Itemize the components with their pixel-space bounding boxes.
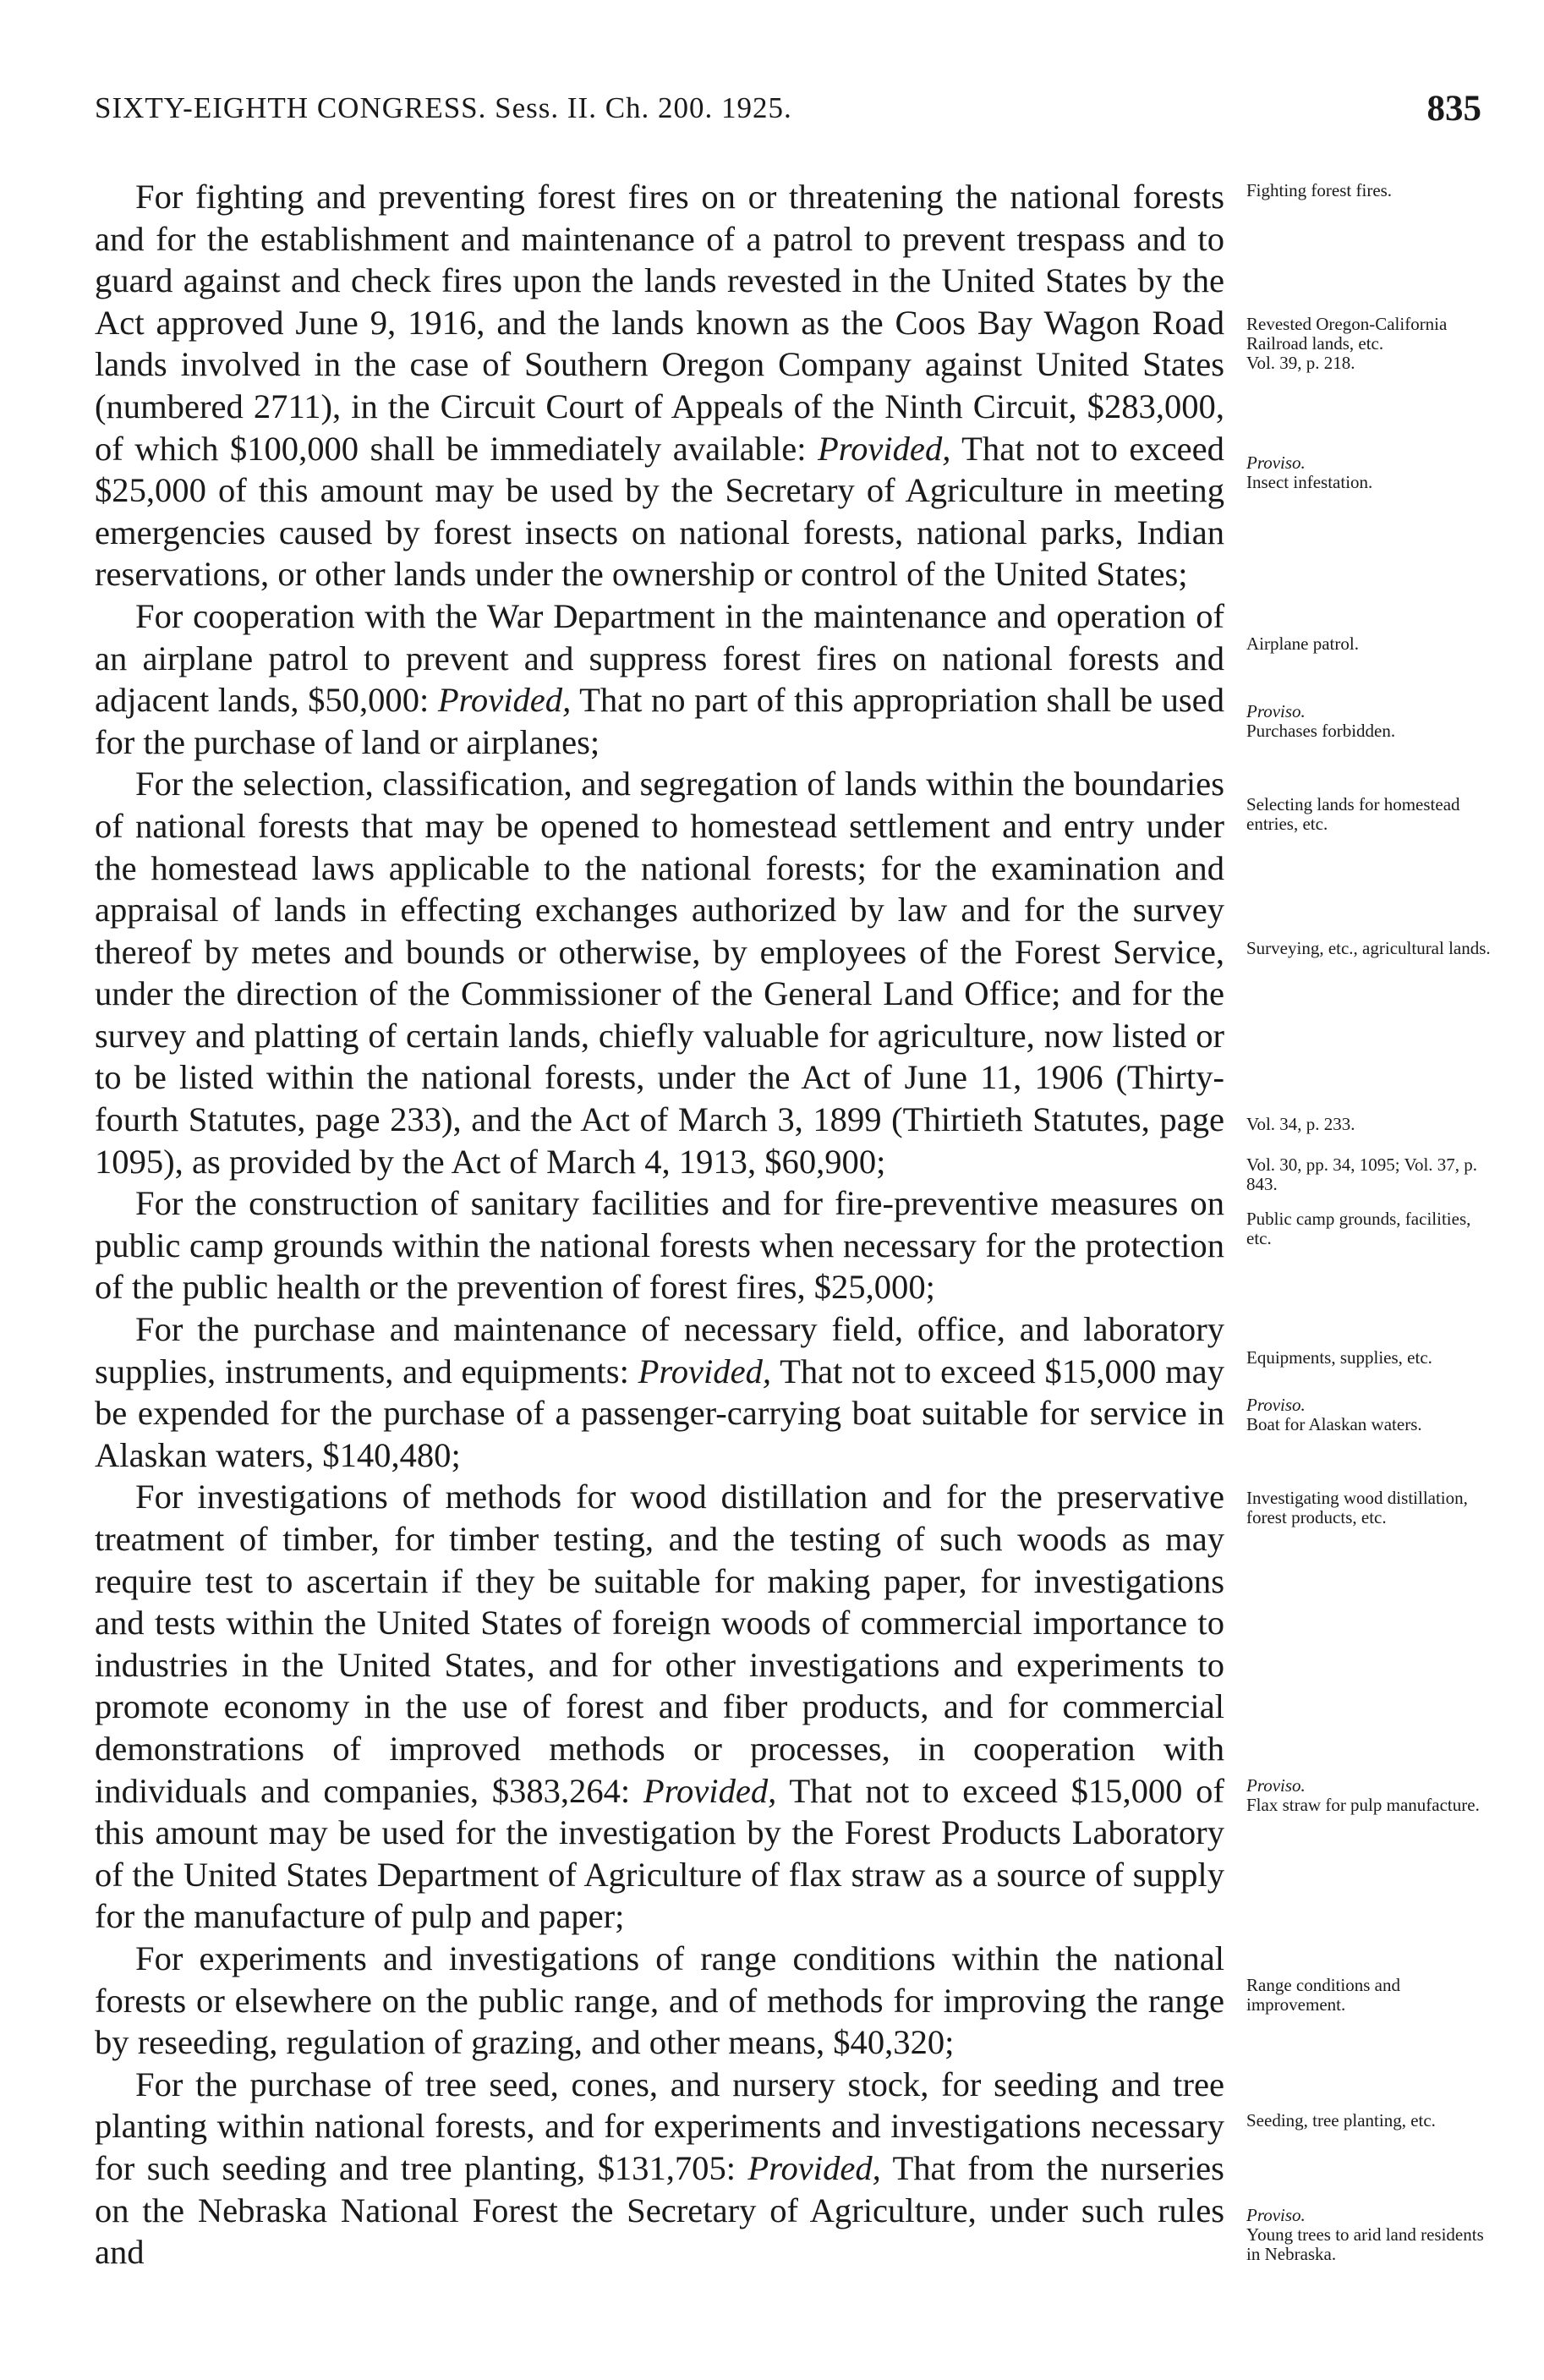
note-proviso: Proviso. <box>1246 2205 1306 2225</box>
note-proviso: Proviso. <box>1246 701 1306 721</box>
page-number: 835 <box>1426 89 1481 129</box>
note-label: Purchases forbidden. <box>1246 721 1396 741</box>
paragraph-airplane-patrol <box>95 595 1224 763</box>
margin-note-range <box>1246 1976 1492 2015</box>
paragraph-text: For experiments and investigations of range conditions within the national forests or elsewhere on the public range, and of methods for improving the range by reseeding, regulation of grazing, and other means, $40,320; <box>95 1939 1224 2062</box>
margin-note-insect <box>1246 453 1492 492</box>
margin-note-equipments <box>1246 1348 1492 1368</box>
note-label: Boat for Alaskan waters. <box>1246 1414 1422 1434</box>
margin-note-selecting <box>1246 795 1492 834</box>
paragraph-selection-of-lands <box>95 763 1224 1182</box>
marginal-notes-column <box>1246 0 1492 2380</box>
note-label: Fighting forest fires. <box>1246 180 1393 200</box>
paragraph-text: That not to exceed $25,000 of this amount may be used by the Secretary of Agriculture in meeting emergencies caused by forest insects on national forests, national parks, Indian reservations, or other lands under the ownership or control of the United States; <box>95 429 1224 594</box>
margin-note-young-trees <box>1246 2206 1492 2264</box>
paragraph-text: For investigations of methods for wood distillation and for the preservative treatment of timber, for timber testing, and the testing of such woods as may require test to ascertain if they be suitable for making paper, for investigations and tests within the United States of foreign woods of commercial importance to industries in the United States, and for other investigations and experiments to promote economy in the use of forest and fiber products, and for commercial demonstrations of improved methods or processes, in cooperation with individuals and companies, $383,264: <box>95 1478 1224 1810</box>
note-reference: Vol. 34, p. 233. <box>1246 1114 1355 1134</box>
margin-note-public-camp <box>1246 1209 1492 1248</box>
paragraph-text: For the purchase of tree seed, cones, and nursery stock, for seeding and tree planting within national forests, and for experiments and investigations necessary for such seeding and tree planting, $131,705: <box>95 2065 1224 2187</box>
paragraph-tree-seed <box>95 2064 1224 2273</box>
note-label: Public camp grounds, facilities, etc. <box>1246 1209 1471 1248</box>
note-label: Airplane patrol. <box>1246 633 1359 654</box>
proviso-italic: Provided, <box>818 429 951 468</box>
proviso-italic: Provided, <box>638 1352 772 1390</box>
margin-note-revested <box>1246 315 1492 373</box>
paragraph-text: That not to exceed $15,000 may be expended for the purchase of a passenger-carrying boat suitable for service in Alaskan waters, $140,480; <box>95 1352 1224 1474</box>
paragraph-text: For fighting and preventing forest fires on or threatening the national forests and for the establishment and maintenance of a patrol to prevent trespass and to guard against and check fires upon the lands revested in the United States by the Act approved June 9, 1916, and the lands known as the Coos Bay Wagon Road lands involved in the case of Southern Oregon Company against United States (numbered 2711), in the Circuit Court of Appeals of the Ninth Circuit, $283,000, of which $100,000 shall be immediately available: <box>95 178 1224 468</box>
note-label: Selecting lands for homestead entries, etc. <box>1246 794 1460 834</box>
paragraph-fighting-forest-fires <box>95 176 1224 595</box>
note-proviso: Proviso. <box>1246 452 1306 473</box>
note-label: Insect infestation. <box>1246 472 1373 492</box>
note-label: Equipments, supplies, etc. <box>1246 1347 1432 1368</box>
margin-note-surveying <box>1246 939 1492 958</box>
paragraph-range-conditions <box>95 1938 1224 2064</box>
note-proviso: Proviso. <box>1246 1395 1306 1415</box>
note-reference: Vol. 30, pp. 34, 1095; Vol. 37, p. 843. <box>1246 1154 1478 1194</box>
paragraph-text: For the purchase and maintenance of necessary field, office, and laboratory supplies, instruments, and equipments: <box>95 1310 1224 1390</box>
note-label: Surveying, etc., agricultural lands. <box>1246 938 1491 958</box>
margin-note-flax <box>1246 1776 1492 1815</box>
margin-note-airplane <box>1246 634 1492 654</box>
note-label: Flax straw for pulp manufacture. <box>1246 1795 1480 1815</box>
margin-note-vol30 <box>1246 1155 1492 1194</box>
margin-note-vol34 <box>1246 1115 1492 1134</box>
note-label: Seeding, tree planting, etc. <box>1246 2110 1436 2130</box>
paragraph-text: That no part of this appropriation shall be used for the purchase of land or airplanes; <box>95 681 1224 761</box>
paragraph-wood-distillation <box>95 1476 1224 1938</box>
note-label: Young trees to arid land residents in Nebraska. <box>1246 2224 1484 2264</box>
note-reference: Vol. 39, p. 218. <box>1246 353 1355 373</box>
body-text-column <box>95 176 1224 2273</box>
note-label: Range conditions and improvement. <box>1246 1975 1400 2015</box>
proviso-italic: Provided, <box>437 681 572 720</box>
paragraph-text: That from the nurseries on the Nebraska National Forest the Secretary of Agriculture, under such rules and <box>95 2148 1224 2272</box>
paragraph-text: For the selection, classification, and segregation of lands within the boundaries of national forests that may be opened to homestead settlement and entry under the homestead laws applicable to the national forests; for the examination and appraisal of lands in effecting exchanges authorized by law and for the survey thereof by metes and bounds or otherwise, by employees of the Forest Service, under the direction of the Commissioner of the General Land Office; and for the survey and platting of certain lands, chiefly valuable for agriculture, now listed or to be listed within the national forests, under the Act of June 11, 1906 (Thirty-fourth Statutes, page 233), and the Act of March 3, 1899 (Thirtieth Statutes, page 1095), as provided by the Act of March 4, 1913, $60,900; <box>95 765 1224 1181</box>
paragraph-text: That not to exceed $15,000 of this amount may be used for the investigation by the Forest Products Laboratory of the United States Department of Agriculture of flax straw as a source of supply for the manufacture of pulp and paper; <box>95 1771 1224 1936</box>
proviso-italic: Provided, <box>643 1771 777 1810</box>
paragraph-equipments <box>95 1308 1224 1476</box>
note-proviso: Proviso. <box>1246 1775 1306 1796</box>
note-label: Investigating wood distillation, forest products, etc. <box>1246 1488 1468 1527</box>
margin-note-boat <box>1246 1396 1492 1434</box>
note-label: Revested Oregon-California Railroad lands, etc. <box>1246 314 1448 354</box>
margin-note-investigating <box>1246 1489 1492 1527</box>
paragraph-public-camp-grounds <box>95 1182 1224 1308</box>
header-title: SIXTY-EIGHTH CONGRESS. Sess. II. Ch. 200. 1925. <box>95 91 792 124</box>
paragraph-text: For the construction of sanitary facilities and for fire-preventive measures on public camp grounds within the national forests when necessary for the protection of the public health or the prevention of forest fires, $25,000; <box>95 1184 1224 1307</box>
margin-note-seeding <box>1246 2111 1492 2130</box>
paragraph-text: For cooperation with the War Department in the maintenance and operation of an airplane patrol to prevent and suppress forest fires on national forests and adjacent lands, $50,000: <box>95 596 1224 720</box>
margin-note-purchases <box>1246 702 1492 741</box>
proviso-italic: Provided, <box>747 2148 881 2187</box>
margin-note-fighting <box>1246 181 1492 200</box>
